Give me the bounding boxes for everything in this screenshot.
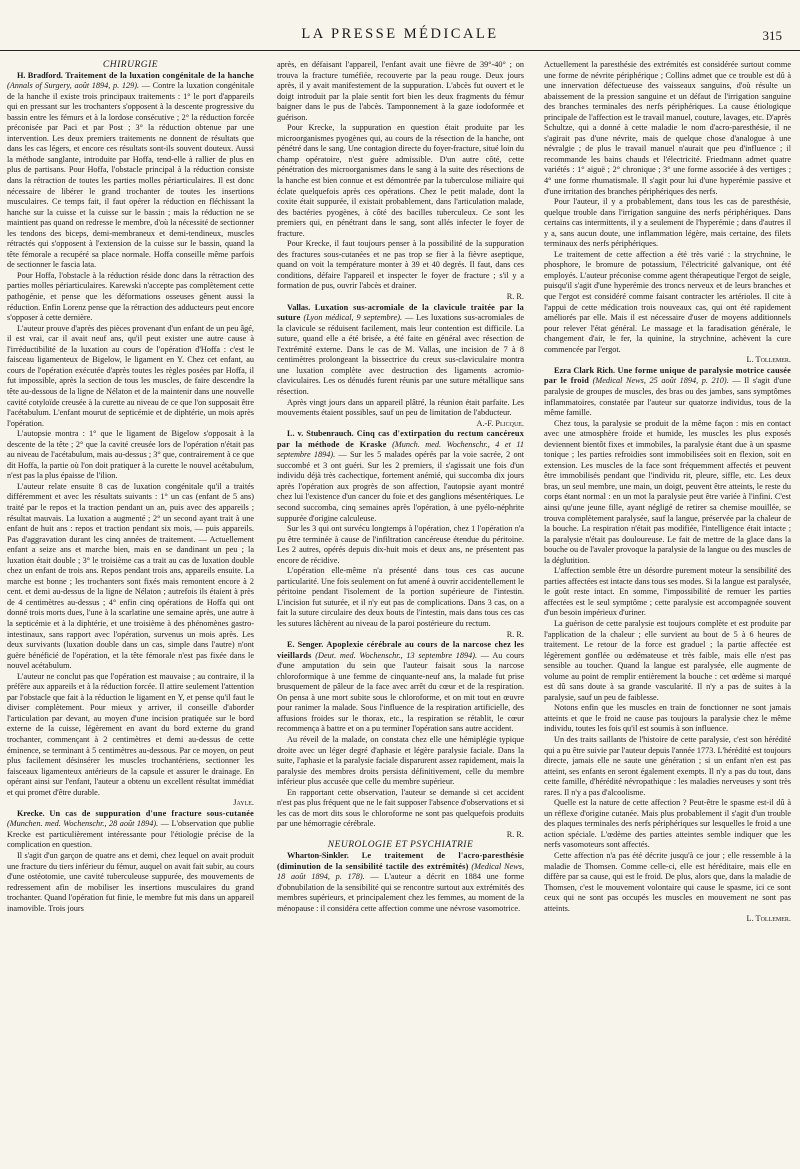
article-title: Luxation sus-acromiale de la clavicule traitée par la suture <box>277 302 524 323</box>
section-heading-neurologie: NEUROLOGIE ET PSYCHIATRIE <box>327 840 474 851</box>
paragraph: — L'observation que publie Krecke est particulièrement intéressante pour l'étiologie précise de la complication en question. <box>7 819 254 850</box>
article-title: Cinq cas d'extirpation du rectum cancéreux par la méthode de Kraske <box>277 429 524 449</box>
paragraph: Sur les 3 qui ont survécu longtemps à l'opération, chez 1 l'opération n'a pu être terminée à cause de l'infiltration cancéreuse étendue du péritoine. Les 2 autres, opérés depuis dix-huit mois et deux ans, ne présentent pas encore de récidive. <box>277 524 524 565</box>
author: Wharton-Sinkler. <box>287 851 349 861</box>
article-title: Apoplexie cérébrale au cours de la narcose chez les vieillards <box>277 640 524 660</box>
article-title: Une forme unique de paralysie motrice causée par le froid <box>544 365 791 386</box>
citation: (Medical News, 25 août 1894, p. 210). <box>592 376 729 386</box>
article-stubenrauch <box>277 429 524 524</box>
paragraph: L'auteur prouve d'après des pièces provenant d'un enfant de un peu âgé, il est vrai, car il avait neuf ans, qu'il peut exister une autre cause à l'irréductibilité de la luxation au cours de l'opération d'Hoffa : c'est le faisceau ligamenteux de Bigelow, le ligament en Y. Chez cet enfant, au cours de l'opération exécutée d'après toutes les règles posées par Hoffa, il fut impossible, après la section de tous les muscles, de faire descendre la tête au-dessous de la ligne de Nélaton et de la maintenir dans une nouvelle cavité cotyloïde creusée à la curette au niveau de ce que l'on supposait être l'acétabulum. L'enfant mourut de septicémie et de diphtérie, un mois après l'opération. <box>7 323 254 428</box>
paragraph: L'autopsie montra : 1° que le ligament de Bigelow s'opposait à la descente de la tête ; 2° que la cavité creusée lors de l'opération n'était pas au niveau de l'acétabulum, mais au-dessus ; 3° que, contrairement à ce que dit Hoffa, la partie où l'on doit pratiquer à la curette le nouvel acétabulum, n'est pas la plus épaisse de l'ilion. <box>7 429 254 481</box>
citation: (Munch. med. Wochenschr., 4 et 11 septembre 1894). <box>277 439 524 460</box>
author: Vallas. <box>287 302 311 312</box>
column-3 <box>544 60 791 1160</box>
author: L. v. Stubenrauch. <box>287 429 354 439</box>
journal-title: LA PRESSE MÉDICALE <box>301 26 499 42</box>
page-header <box>0 26 800 51</box>
paragraph: L'auteur relate ensuite 8 cas de luxation congénitale qu'il a traités différemment et avec les résultats suivants : 1° un cas (enfant de 5 ans) traité par le repos et la traction pendant un an, puis avec des appareils ; résultat mauvais. La luxation a augmenté ; 2° un second ayant trait à une enfant de huit ans : repos et traction pendant six mois, — puis appareils. Pas d'aggravation durant les cinq années de traitement. — Actuellement enfant a seize ans et marche bien, mais en se dandinant un peu ; la luxation était double ; 3° le troisième cas a trait au cas de luxation double chez un enfant de trois ans. Repos pendant trois ans, appareils ensuite. La marche est bonne ; les trochanters sont fixés mais remontent encore à 2 cent. et demi au-dessus de la ligne de Nélaton ; autrefois ils étaient à près de 4 centimètres au-dessus ; 4° enfin cinq opérations de Hoffa qui ont donné trois morts dues, l'une à la scarlatine une semaine après, une autre à la septicémie et à la diphtérie, et une troisième à des phénomènes gastro-intestinaux, sans rapport avec l'opération, survenus un mois après. Les deux survivants (luxation double dans un cas, simple dans l'autre) n'ont guère bénéficié de l'opération, et la tête fémorale n'est pas fixée dans le nouvel acétabulum. <box>7 481 254 671</box>
page-number: 315 <box>762 28 782 43</box>
paragraph: Au réveil de la malade, on constata chez elle une hémiplégie typique droite avec un léger degré d'aphasie et légère paralysie faciale. Dans la suite, l'aphasie et la paralysie faciale disparurent assez rapidement, mais la paralysie des membres droits persista définitivement, celle du membre inférieur plus accusée que celle du membre supérieur. <box>277 735 524 787</box>
section-heading-chirurgie: CHIRURGIE <box>102 60 159 70</box>
paragraph: — L'auteur a décrit en 1884 une forme d'obnubilation de la sensibilité qui se rencontre surtout aux extrémités des membres supérieurs, et principalement chez les femmes, au moment de la ménopause : il considéra cette affection comme une névrose vasomotrice. <box>277 872 524 913</box>
article-bradford <box>7 71 254 271</box>
paragraph: Quelle est la nature de cette affection ? Peut-être le spasme est-il dû à un réflexe d'origine cutanée. Mais plus probablement il s'agit d'un trouble des plaques terminales des nerfs périphériques sur lesquelles le froid a une action spéciale. L'œdème des parties atteintes semble indiquer que les nerfs vasomoteurs sont affectés. <box>544 798 791 850</box>
article-vallas <box>277 303 524 398</box>
paragraph: Après vingt jours dans un appareil plâtré, la réunion était parfaite. Les mouvements étaient possibles, sauf un peu de limitation de l'abducteur. <box>277 397 524 418</box>
author: Ezra Clark Rich. <box>554 365 616 375</box>
paragraph: Cette affection n'a pas été décrite jusqu'à ce jour ; elle ressemble à la maladie de Thomsen. Comme celle-ci, elle est héréditaire, mais elle en diffère par sa cause, qui est le froid. De plus, alors que, dans la maladie de Thomsen, c'est le mouvement volontaire qui cause le spasme, ici ce sont ceux qui ne sont pas occupés les muscles en mouvement ne sont pas atteints. <box>544 851 791 913</box>
article-wharton-sinkler <box>277 851 524 914</box>
paragraph: Un des traits saillants de l'histoire de cette paralysie, c'est son hérédité qui a pu être suivie par l'auteur depuis l'année 1773. L'hérédité est toujours directe, jamais elle ne saute une génération ; si un enfant n'en est pas atteint, ses enfants en seront également exempts. Il n'y a pas du tout, dans cette famille, d'hérédité névropathique : les maladies nerveuses y sont très rares. Il n'y a pas d'alcoolisme. <box>544 735 791 797</box>
paragraph: Il s'agit d'un garçon de quatre ans et demi, chez lequel on avait produit une fracture du tiers inférieur du fémur, auquel on avait fait subir, au cours d'une ostéotomie, une cavité tuberculeuse suppurée, des mouvements de redressement afin de mobiliser les insertions musculaires du grand trochanter. Quand l'opération fut finie, le membre fut mis dans un appareil inamovible. Trois jours <box>7 851 254 913</box>
paragraph: Pour l'auteur, il y a probablement, dans tous les cas de paresthésie, quelque trouble dans l'irrigation sanguine des nerfs périphériques. Dans certains cas intermittents, il y a seulement de l'hyperémie ; dans d'autres il y a, sans aucun doute, une inflammation légère, mais certaine, des filets terminaux des nerfs périphériques. <box>544 197 791 249</box>
paragraph: — Il s'agit d'une paralysie de groupes de muscles, des bras ou des jambes, sans symptômes inflammatoires, constatée par l'auteur sur quatorze individus, tous de la même famille. <box>544 376 791 418</box>
paragraph: La guérison de cette paralysie est toujours complète et est produite par l'application de la chaleur ; elle survient au bout de 5 à 6 heures de traitement. Le retour de la force est graduel ; la partie affectée est légèrement gonflée ou œdémateuse et très faible, mais elle n'est pas sensible au toucher. Quand la langue est paralysée, elle augmente de volume au point de remplir entièrement la bouche : cet œdème si marqué est dû sans doute à sa grande vascularité. Il n'y a pas de suites à la paralysie, sauf un peu de faiblesse. <box>544 618 791 702</box>
paragraph: L'affection semble être un désordre purement moteur la sensibilité des parties affectées est intacte dans tous ses modes. Si la langue est paralysée, le goût reste intact. En somme, l'impossibilité de remuer les parties affectées est le seul symptôme ; cette paralysie est accompagnée souvent d'un besoin impérieux d'uriner. <box>544 566 791 618</box>
paragraph: L'opération elle-même n'a présenté dans tous ces cas aucune particularité. Une fois seulement on fut amené à ouvrir accidentellement le péritoine pendant l'isolement de la portion supérieure de l'intestin. L'incision fut suturée, et il n'y eut pas de complications. Dans 3 cas, on a fait la suture circulaire des deux bouts de l'intestin, mais dans tous ces cas les sutures lâchèrent au niveau de la paroi postérieure du rectum. <box>277 566 524 628</box>
citation: (Lyon médical, 9 septembre). <box>303 313 403 323</box>
paragraph: Le traitement de cette affection a été très varié : la strychnine, le phosphore, le bromure de potassium, l'électricité galvanique, ont été employés. L'auteur préconise comme agent thérapeutique l'ergot de seigle, puisqu'il s'agit d'une hyperémie des troncs nerveux et de leurs branches et que l'ergot est considéré comme faisant contracter les artérioles. Il cite à l'appui de cette médication trois nouveaux cas, qui ont été rapidement améliorés par elle. Mais il est nécessaire d'user de moyens additionnels pour relever l'état général. Le massage et la faradisation générale, le changement d'air, le fer, la quinine, la strychnine, achèvent la cure commencée par l'ergot. <box>544 249 791 354</box>
paragraph: — Sur les 5 malades opérés par la voie sacrée, 2 ont succombé et 3 ont guéri. Sur les 2 premiers, il s'agissait une fois d'un individu déjà très cachectique, fortement anémié, qui succomba dix jours après l'opération aux progrès de son affection, l'autopsie ayant montré chez lui l'existence d'un cancer du foie et des ganglions mésentériques. Le second succomba, cinq semaines après l'opération, à une pyélo-néphrite suppurée d'origine calculeuse. <box>277 450 524 523</box>
citation: (Munchen. med. Wochenschr., 28 août 1894). <box>7 819 159 829</box>
article-title: Le traitement de l'acro-paresthésie (diminution de la sensibilité tactile des extrémités) <box>277 851 524 871</box>
signature: R. R. <box>506 629 524 639</box>
article-krecke <box>7 809 254 851</box>
paragraph: L'auteur ne conclut pas que l'opération est mauvaise ; au contraire, il la préfère aux appareils et à la réduction forcée. Il attire seulement l'attention par l'obstacle que fait à la réduction le ligament en Y, et pense qu'il faut le diviser complètement. Pour mieux y arriver, il conseille d'aborder l'articulation par devant, au moyen d'une incision pratiquée sur le bord externe de la cuisse, légèrement en avant du bord externe du grand trochanter, commençant à 2 centimètres et demi au-dessus de cette éminence, se terminant à 5 centimètres au-dessous. Par ce moyen, on peut plus facilement désinsérer les muscles trochantériens, sectionner les faisceaux ligamenteux antérieurs de la capsule et assurer le drainage. En opérant ainsi sur l'enfant, l'auteur a obtenu un excellent résultat immédiat et qui promet d'être durable. <box>7 671 254 797</box>
signature: A.-F. Plicque. <box>476 418 524 428</box>
paragraph: Pour Krecke, la suppuration en question était produite par les microorganismes pyogènes qui, au cours de la résection de la hanche, ont pénétré dans le sang. Une contagion directe du foyer-fracture, situé loin du champ opératoire, n'est guère admissible. D'un autre côté, cette pénétration des microorganismes dans le sang à la suite des résections de la hanche est bien connue et est démontrée par la tuberculose miliaire qui éclate quelquefois après ces opérations. Chez le petit malade, dont la coxite était suppurée, il existait probablement, dans l'articulation malade, des bactéries pyogènes, à côté des bacilles tuberculeux. Ce sont les premiers qui, en pénétrant dans le sang, sont allés infecter le foyer de fracture. <box>277 123 524 238</box>
column-2 <box>277 60 524 1160</box>
signature: L. Tollemer. <box>746 355 791 365</box>
paragraph: Notons enfin que les muscles en train de fonctionner ne sont jamais atteints et que le froid ne cause pas toujours la paralysie chez le même individu, toutes les fois qu'il est soumis à son influence. <box>544 703 791 734</box>
paragraph: Pour Hoffa, l'obstacle à la réduction réside donc dans la rétraction des parties molles périarticulaires. Karewski n'accepte pas complètement cette pathogénie, et pense que les déformations osseuses gênent aussi la réduction. Enfin Lorenz pense que la rétraction des adducteurs peut encore s'opposer à cette dernière. <box>7 270 254 323</box>
article-rich <box>544 366 791 419</box>
article-title: Traitement de la luxation congénitale de la hanche <box>65 70 254 80</box>
article-title: Un cas de suppuration d'une fracture sous-cutanée <box>49 808 254 818</box>
signature: R. R. <box>506 292 524 302</box>
paragraph: — Contre la luxation congénitale de la hanche il existe trois principaux traitements : 1° le port d'appareils qui en pressant sur les trochanters s'opposent à la descente progressive du bassin entre les fémurs et à la lordose consécutive ; 2° la réduction forcée préconisée par Paci et par Post ; 3° la réduction obtenue par une intervention. Les deux premiers traitements ne donnent de résultats que dans les cas légers, et encore ces résultats sont-ils souvent douteux. Aussi la méthode sanglante, introduite par Hoffa, tend-elle à rallier de plus en plus de partisans. Pour Hoffa, l'obstacle principal à la réduction consiste dans la rétraction de toutes les parties molles périarticulaires. Il est donc nécessaire de libérer le grand trochanter de toutes les insertions musculaires. Ce temps fait, il faut opérer la réduction en fléchissant la hanche sur la cuisse et la cuisse sur le bassin ; mais la réduction ne se maintient pas quand on redresse le membre, d'où la nécessité de sectionner les tendons des biceps, demi-membraneux et demi-tendineux, muscles rétractés qui s'opposent à l'extension de la cuisse sur le bassin, quand la tête fémorale a recupéré sa place normale. Hoffa conseille même parfois de sectionner le fascia lata. <box>7 81 254 270</box>
signature: R. R. <box>506 829 524 839</box>
author: Krecke. <box>17 808 45 818</box>
paragraph: En rapportant cette observation, l'auteur se demande si cet accident n'est pas plus fréquent que ne le fait supposer l'absence d'observations et si les cas de mort dits sous le chloroforme ne sont pas quelquefois produits par une hémorragie cérébrale. <box>277 787 524 829</box>
paragraph: Actuellement la paresthésie des extrémités est considérée surtout comme une forme de névrite périphérique ; Collins admet que ce trouble est dû à une innervation défectueuse des vaisseaux sanguins, d'où résulte un abaissement de la pression sanguine et un défaut de l'irrigation sanguine des branches terminales des nerfs périphériques. La cause étiologique principale de l'affection est le travail manuel, couture, lavages, etc. D'après Schultze, qui a donné à cette maladie le nom d'acro-paresthésie, il ne s'agirait pas d'une névrite, mais de quelque chose d'analogue à une névralgie ; de plus le travail manuel n'aurait que peu d'influence ; il recommande les bains chauds et l'électricité. Friedmann admet quatre variétés : 1° aiguë ; 2° chronique ; 3° une forme associée à des vertiges ; 4° une forme rhumatismale. Il s'agit pour lui d'une hyperémie passive et d'une irritation des branches périphériques des nerfs. <box>544 60 791 196</box>
author: E. Senger. <box>287 640 324 650</box>
signature: L. Tollemer. <box>746 914 791 924</box>
citation: (Medical News, 18 août 1894, p. 178). <box>277 861 524 882</box>
citation: (Deut. med. Wochenschr., 13 septembre 1894). <box>315 650 478 660</box>
article-senger <box>277 640 524 735</box>
citation: (Annals of Surgery, août 1894, p. 129). <box>7 81 140 91</box>
paragraph: après, en défaisant l'appareil, l'enfant avait une fièvre de 39°-40° ; on trouva la fracture tuméfiée, recouverte par la peau rouge. Deux jours après, il y avait manifestement de la suppuration. L'abcès fut ouvert et le doigt introduit par la plaie sentit fort bien les deux fragments du fémur baigner dans le pus de l'abcès. Tamponnement à la gaze iodoformée et guérison. <box>277 60 524 122</box>
signature: Jayle. <box>233 798 254 808</box>
column-1 <box>7 60 254 1160</box>
paragraph: Chez tous, la paralysie se produit de la même façon : mis en contact avec une atmosphère froide et humide, les muscles les plus exposés deviennent bientôt fixes et immobiles, la paralysie étant due à un spasme tonique ; les parties refroidies sont immobilisées soit en flexion, soit en extension. Les muscles de la face sont fréquemment affectés et peuvent être immobilisés pendant que l'individu rit, pleure, siffle, etc. Les deux bras, un seul membre, une main, un doigt, peuvent être atteints, le reste du corps étant normal : en un mot la paralysie peut être variée à l'infini. C'est ainsi qu'une jeune fille, ayant négligé de retirer sa chemise mouillée, se trouva complètement paralysée, sauf la langue, préservée par la chaleur de la bouche. La respiration n'était pas modifiée, l'intelligence était intacte ; la paralysie n'était pas douloureuse. Le fait de mettre de la glace dans la bouche ou de l'avaler provoque la paralysie de la langue ou des muscles de la déglutition. <box>544 418 791 565</box>
author: H. Bradford. <box>17 70 63 80</box>
paragraph: — Les luxations sus-acromiales de la clavicule se réduisent facilement, mais leur contention est difficile. La suture, quand elle a été brisée, a été faite en général avec résection de l'extrémité externe. Dans le cas de M. Vallas, une incision de 7 à 8 centimètres prolongeant la bissectrice du creux sus-claviculaire montra une luxation complète avec destruction des ligaments acromio-claviculaires. Les os dénudés furent réunis par une suture métallique sans résection. <box>277 313 524 396</box>
paragraph: Pour Krecke, il faut toujours penser à la possibilité de la suppuration des fractures sous-cutanées et ne pas trop se fier à la fièvre aseptique, quand on voit la température monter à 39 et 40 degrés. Il faut, dans ces conditions, défaire l'appareil et inspecter le foyer de fracture ; s'il y a formation de pus, ouvrir l'abcès et drainer. <box>277 239 524 291</box>
paragraph: — Au cours d'une amputation du sein que l'auteur faisait sous la narcose chloroformique à une femme de cinquante-neuf ans, la malade fut prise brusquement de pâleur de la face avec arrêt du cœur et de la respiration. On pensa à une mort subite sous le chloroforme, et on mit tout en œuvre pour ranimer la malade. Sous l'influence de la respiration artificielle, des affusions froides sur le thorax, etc., la respiration se rétablit, le cœur recommença à battre et on a pu terminer l'opération sans autre accident. <box>277 650 524 734</box>
